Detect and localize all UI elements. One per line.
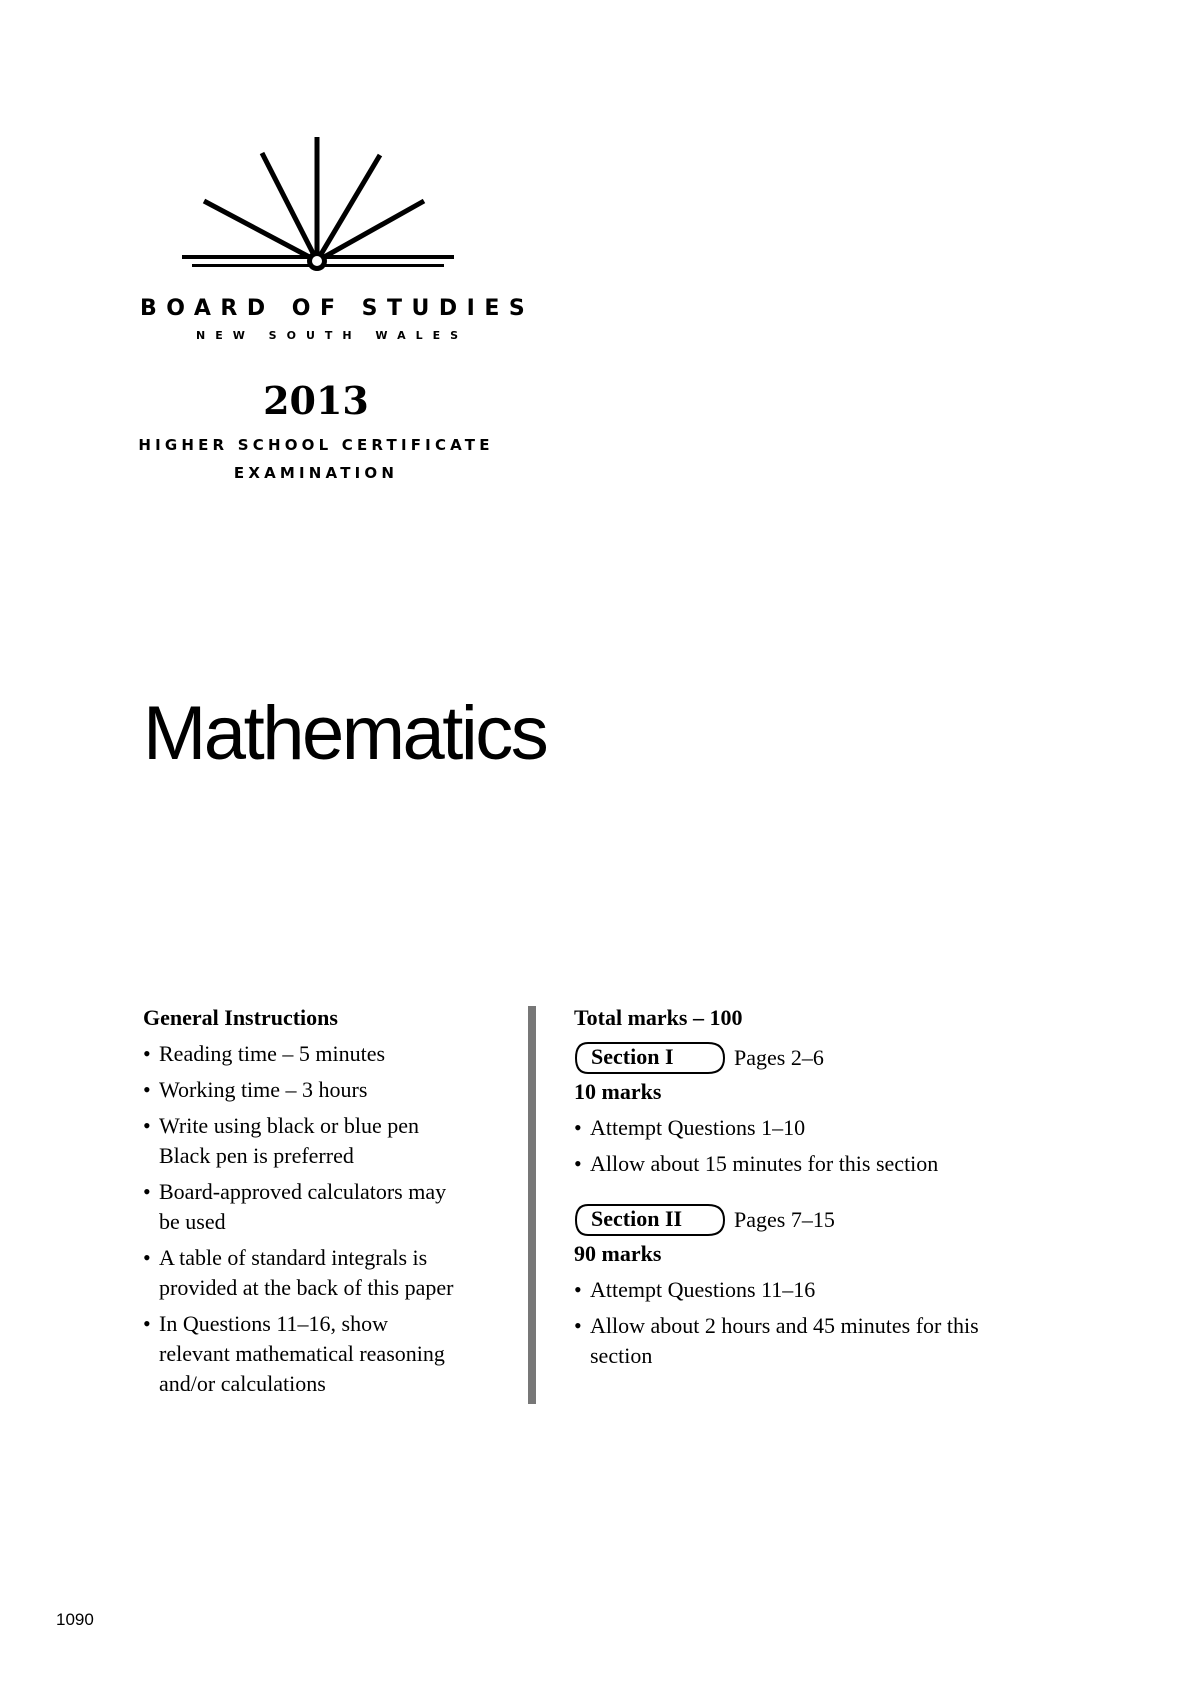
section-item-text: • Attempt Questions 1–10 bbox=[590, 1115, 806, 1140]
instruction-text: • Working time – 3 hours bbox=[159, 1077, 368, 1102]
instruction-text: • Board-approved calculators may bbox=[159, 1179, 447, 1204]
section-2-marks: 90 marks bbox=[574, 1241, 662, 1266]
section-2-badge bbox=[574, 1203, 726, 1237]
general-instructions-heading: General Instructions bbox=[143, 1005, 338, 1030]
section-1-marks: 10 marks bbox=[574, 1079, 662, 1104]
section-2-header bbox=[574, 1203, 1044, 1237]
instruction-item bbox=[143, 1039, 513, 1069]
section-item-text: • Allow about 2 hours and 45 minutes for this bbox=[590, 1313, 979, 1338]
instruction-text: provided at the back of this paper bbox=[159, 1275, 454, 1300]
section-1-pages: Pages 2–6 bbox=[734, 1045, 824, 1070]
instruction-text: • A table of standard integrals is bbox=[159, 1245, 428, 1270]
subject-title: Mathematics bbox=[143, 691, 547, 776]
instruction-item bbox=[143, 1309, 513, 1399]
board-of-studies-logo bbox=[180, 135, 460, 285]
column-divider bbox=[528, 1006, 536, 1404]
instruction-text: relevant mathematical reasoning bbox=[159, 1341, 445, 1366]
instruction-text: Black pen is preferred bbox=[159, 1143, 354, 1168]
total-marks: Total marks – 100 bbox=[574, 1005, 743, 1030]
instruction-item bbox=[143, 1111, 513, 1171]
section-2-pages: Pages 7–15 bbox=[734, 1207, 835, 1232]
marks-summary bbox=[574, 1003, 1044, 1377]
section-item-text: section bbox=[590, 1343, 653, 1368]
section-2-list bbox=[574, 1275, 1044, 1371]
paper-code: 1090 bbox=[56, 1610, 94, 1629]
section-1-badge bbox=[574, 1041, 726, 1075]
instruction-text: • Reading time – 5 minutes bbox=[159, 1041, 386, 1066]
section-item bbox=[574, 1275, 1044, 1305]
instruction-text: be used bbox=[159, 1209, 226, 1234]
state-name: NEW SOUTH WALES bbox=[196, 329, 469, 342]
instruction-item bbox=[143, 1075, 513, 1105]
section-item bbox=[574, 1113, 1044, 1143]
section-1-label: Section I bbox=[591, 1044, 674, 1069]
section-1-list bbox=[574, 1113, 1044, 1179]
section-item-text: • Attempt Questions 11–16 bbox=[590, 1277, 816, 1302]
section-2-label: Section II bbox=[591, 1206, 683, 1231]
instruction-text: • Write using black or blue pen bbox=[159, 1113, 419, 1138]
instruction-item bbox=[143, 1177, 513, 1237]
exam-title-line-1: HIGHER SCHOOL CERTIFICATE bbox=[138, 436, 494, 454]
general-instructions bbox=[143, 1003, 513, 1405]
instructions-list bbox=[143, 1039, 513, 1399]
board-name: BOARD OF STUDIES bbox=[140, 296, 535, 321]
instruction-text: and/or calculations bbox=[159, 1371, 326, 1396]
instruction-text: • In Questions 11–16, show bbox=[159, 1311, 388, 1336]
section-item bbox=[574, 1149, 1044, 1179]
section-item bbox=[574, 1311, 1044, 1371]
section-item-text: • Allow about 15 minutes for this section bbox=[590, 1151, 939, 1176]
exam-title-line-2: EXAMINATION bbox=[233, 464, 399, 482]
section-1-header bbox=[574, 1041, 1044, 1075]
instruction-item bbox=[143, 1243, 513, 1303]
exam-year: 2013 bbox=[263, 378, 369, 423]
